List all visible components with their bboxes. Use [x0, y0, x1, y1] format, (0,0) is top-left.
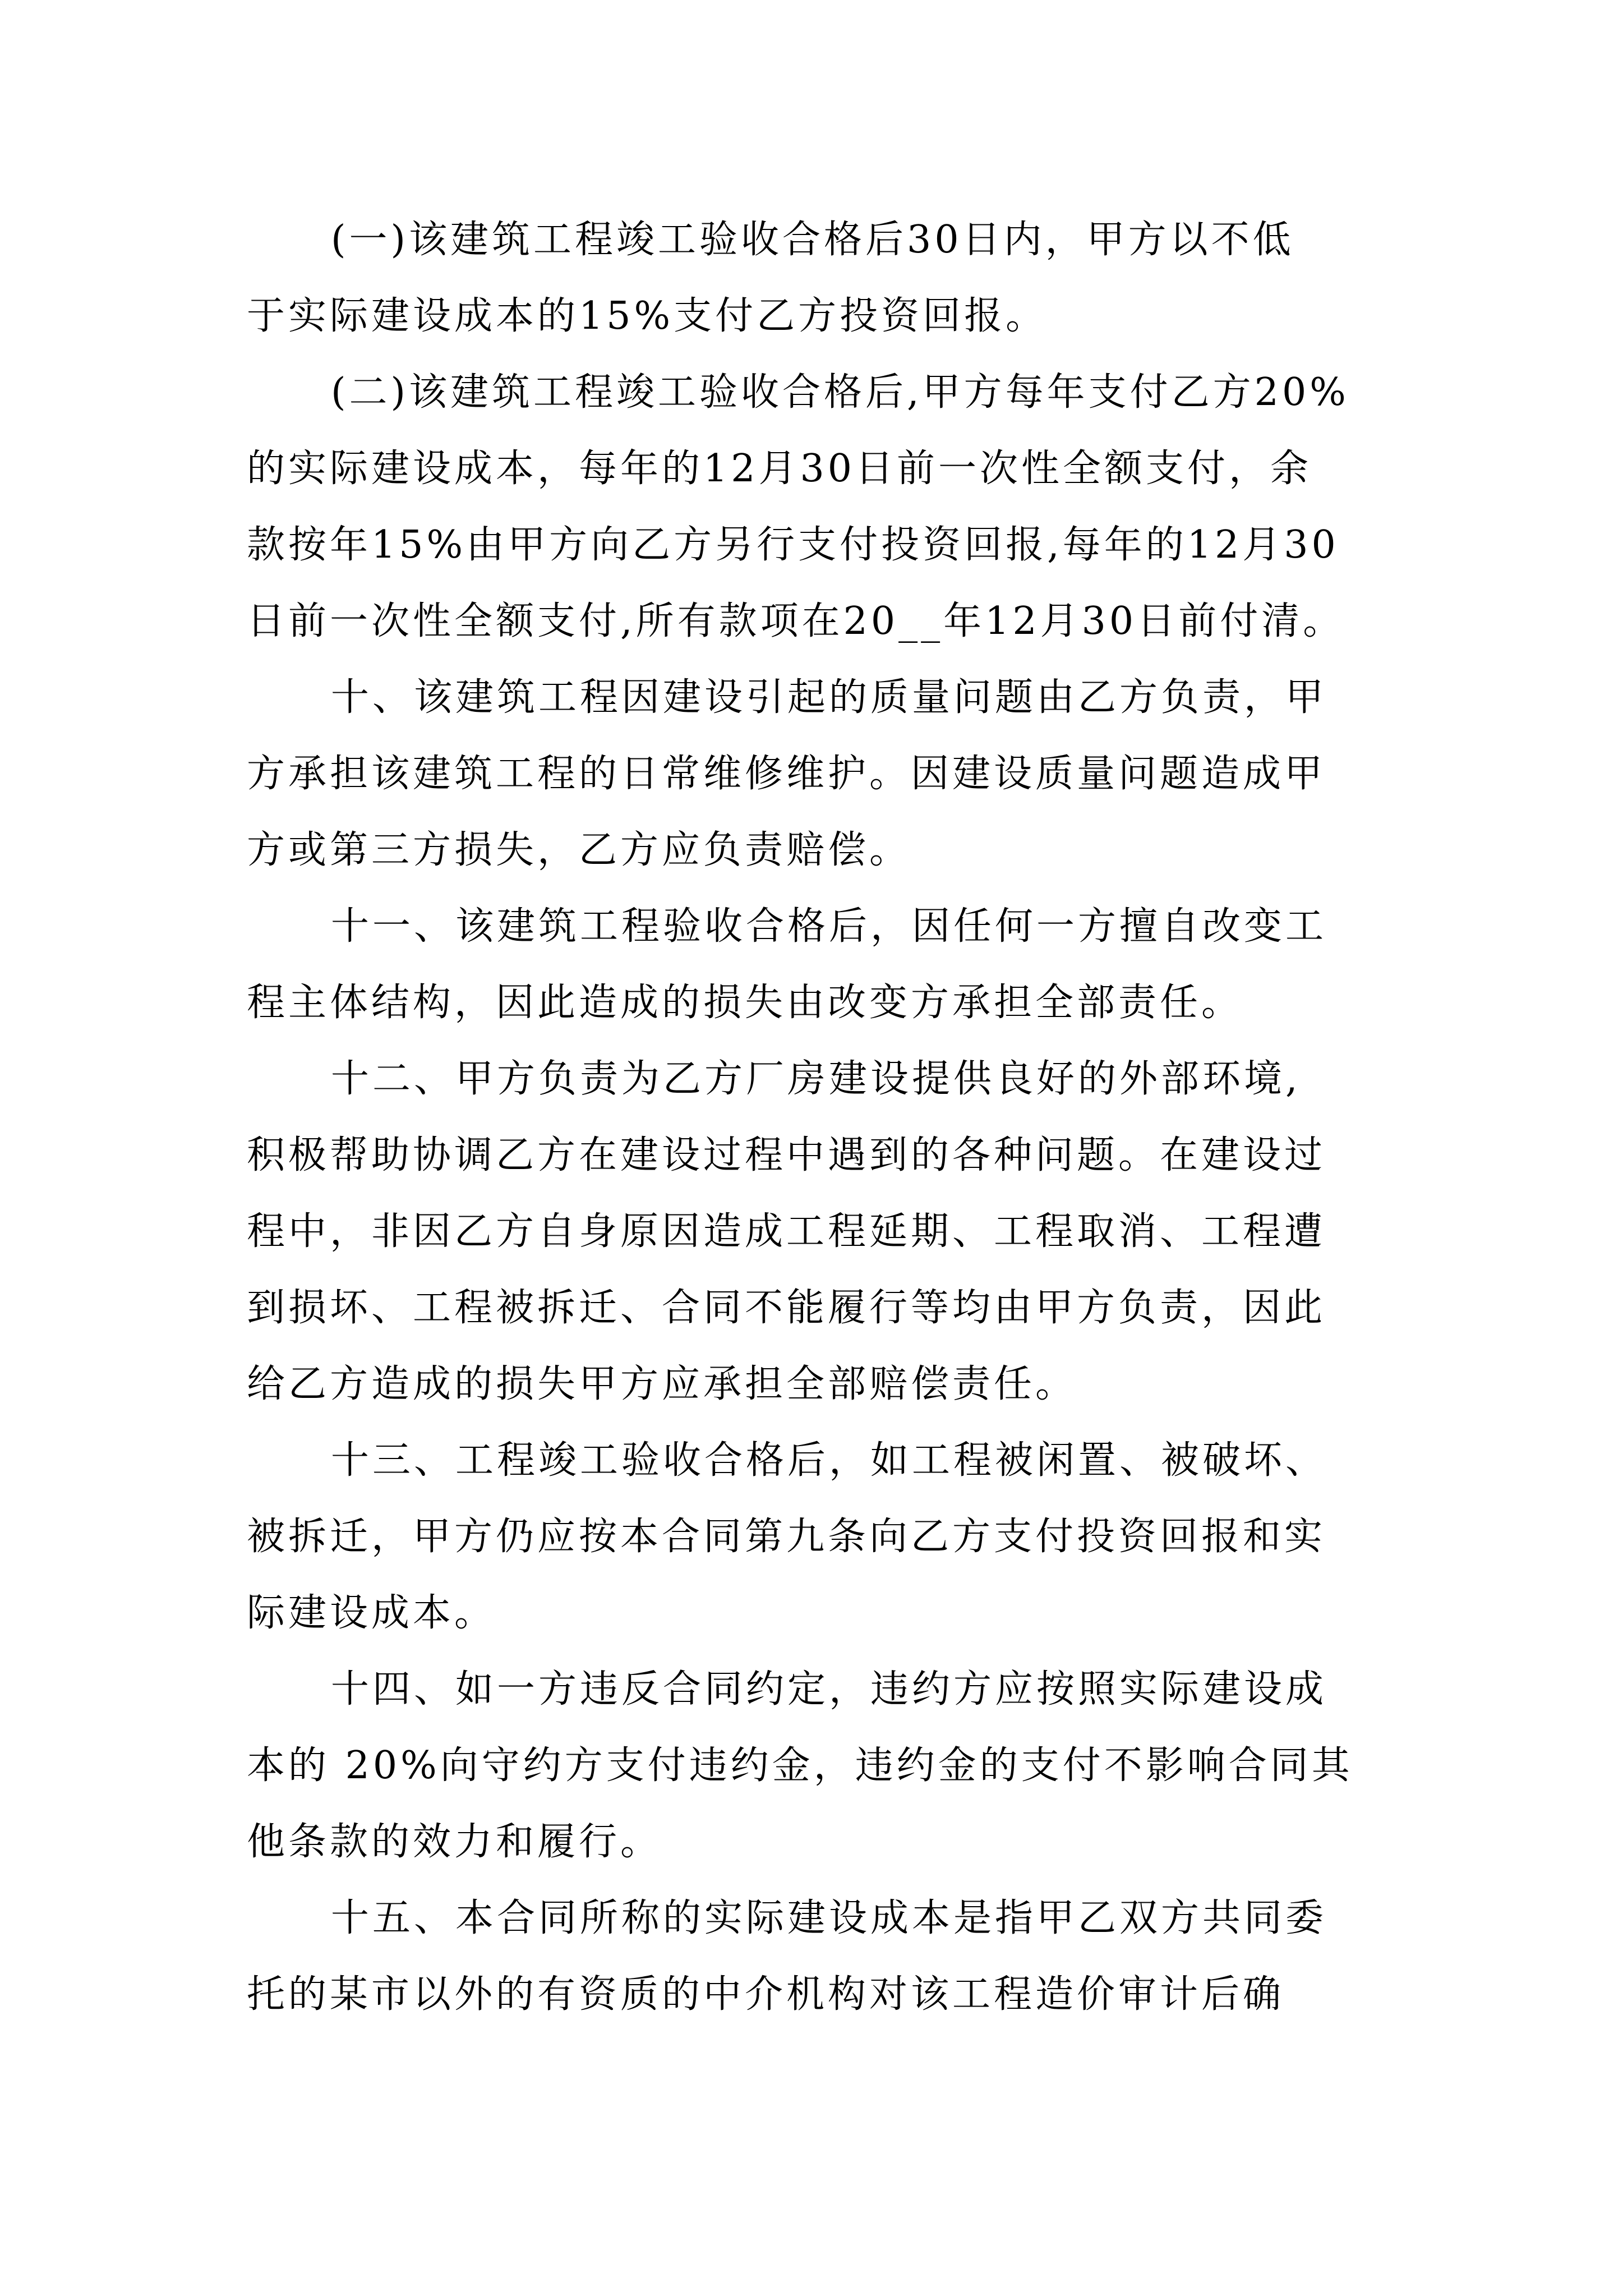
text-line: 十一、该建筑工程验收合格后，因任何一方擅自改变工 — [331, 904, 1327, 949]
paragraph-clause-12 — [247, 1041, 1385, 1423]
text-line: 到损坏、工程被拆迁、合同不能履行等均由甲方负责，因此 — [247, 1286, 1326, 1330]
text-line: 的实际建设成本，每年的12月30日前一次性全额支付，余 — [247, 447, 1312, 491]
paragraph-clause-14 — [247, 1651, 1385, 1880]
text-line: 际建设成本。 — [247, 1591, 496, 1635]
text-line: 程主体结构，因此造成的损失由改变方承担全部责任。 — [247, 981, 1243, 1025]
paragraph-clause-15 — [247, 1880, 1385, 2033]
text-line: 托的某市以外的有资质的中介机构对该工程造价审计后确 — [247, 1972, 1285, 2017]
text-line: 积极帮助协调乙方在建设过程中遇到的各种问题。在建设过 — [247, 1133, 1326, 1177]
text-line: 十二、甲方负责为乙方厂房建设提供良好的外部环境, — [331, 1057, 1301, 1101]
paragraph-clause-10 — [247, 660, 1385, 889]
text-line: (二)该建筑工程竣工验收合格后,甲方每年支付乙方20% — [331, 370, 1349, 415]
paragraph-clause-13 — [247, 1423, 1385, 1651]
text-line: 十三、工程竣工验收合格后，如工程被闲置、被破坏、 — [331, 1438, 1327, 1483]
text-line: (一)该建筑工程竣工验收合格后30日内，甲方以不低 — [331, 218, 1294, 262]
text-line: 款按年15%由甲方向乙方另行支付投资回报,每年的12月30 — [247, 523, 1339, 567]
document-body — [247, 202, 1385, 2033]
text-line: 他条款的效力和履行。 — [247, 1820, 662, 1864]
paragraph-clause-11 — [247, 889, 1385, 1041]
text-line: 于实际建设成本的15%支付乙方投资回报。 — [247, 294, 1048, 338]
text-line: 十、该建筑工程因建设引起的质量问题由乙方负责，甲 — [331, 675, 1327, 720]
text-line: 方承担该建筑工程的日常维修维护。因建设质量问题造成甲 — [247, 752, 1326, 796]
paragraph-clause-9-1 — [247, 202, 1385, 355]
text-line: 日前一次性全额支付,所有款项在20__年12月30日前付清。 — [247, 599, 1345, 643]
text-line: 十四、如一方违反合同约定，违约方应按照实际建设成 — [331, 1667, 1327, 1711]
text-line: 方或第三方损失，乙方应负责赔偿。 — [247, 828, 911, 872]
text-line: 给乙方造成的损失甲方应承担全部赔偿责任。 — [247, 1362, 1077, 1406]
text-line: 十五、本合同所称的实际建设成本是指甲乙双方共同委 — [331, 1896, 1327, 1940]
text-line: 被拆迁，甲方仍应按本合同第九条向乙方支付投资回报和实 — [247, 1515, 1326, 1559]
paragraph-clause-9-2 — [247, 355, 1385, 660]
text-line: 本的 20%向守约方支付违约金，违约金的支付不影响合同其 — [247, 1743, 1353, 1788]
text-line: 程中，非因乙方自身原因造成工程延期、工程取消、工程遭 — [247, 1209, 1326, 1254]
